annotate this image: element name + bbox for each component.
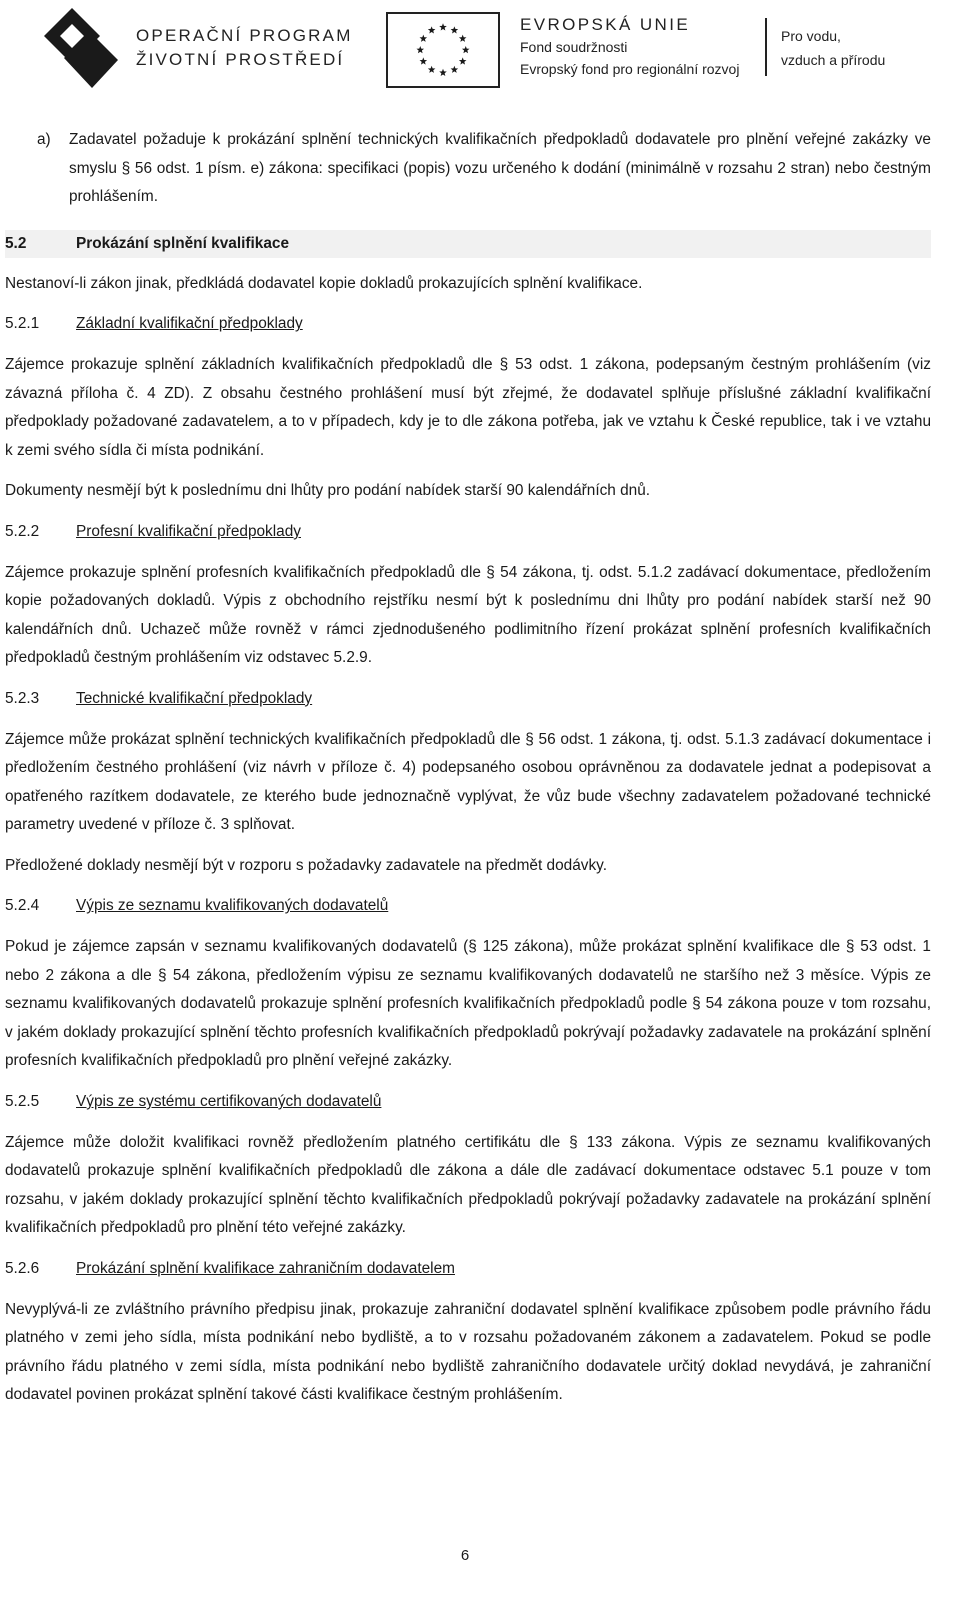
subsection-heading-5-2-1 xyxy=(5,310,931,339)
subsection-number: 5.2.6 xyxy=(5,1260,40,1277)
subsection-number: 5.2.5 xyxy=(5,1093,40,1111)
eu-title: EVROPSKÁ UNIE xyxy=(520,15,691,34)
subsection-heading-5-2-5 xyxy=(5,1088,931,1117)
subsection-title: Technické kvalifikační předpoklady xyxy=(76,689,313,707)
eu-text-block xyxy=(520,14,739,80)
subsection-heading-5-2-3 xyxy=(5,685,931,714)
op-line-1: OPERAČNÍ PROGRAM xyxy=(136,26,353,45)
eu-star-icon xyxy=(462,46,470,53)
subsection-title: Prokázání splnění kvalifikace zahraničním dodavatelem xyxy=(76,1260,455,1277)
page-header xyxy=(0,0,960,100)
subsection-title: Základní kvalifikační předpoklady xyxy=(76,315,303,333)
section-5-2-2-paragraph: Zájemce prokazuje splnění profesních kvalifikačních předpokladů dle § 54 zákona, tj. odst. 5.1.2 zadávací dokumentace, předložením kopie požadovaných dokladů. Výpis z obchodního rejstříku nesmí být k poslednímu dni lhůty pro podání nabídek starší než 90 kalendářních dnů. Uchazeč může rovněž v rámci zjednodušeného podlimitního řízení prokázat splnění profesních kvalifikačních předpokladů čestným prohlášením viz odstavec 5.2.9. xyxy=(5,563,931,667)
subsection-number: 5.2.2 xyxy=(5,522,40,540)
list-item-text: Zadavatel požaduje k prokázání splnění technických kvalifikačních předpokladů dodavatele pro plnění veřejné zakázky ve smyslu § 56 odst. 1 písm. e) zákona: specifikaci (popis) vozu určeného k dodání (minimálně v rozsahu 2 stran) nebo čestným prohlášením. xyxy=(69,131,931,206)
subsection-title: Výpis ze systému certifikovaných dodavatelů xyxy=(76,1093,382,1111)
eu-flag-icon xyxy=(386,12,500,88)
slogan-line-2: vzduch a přírodu xyxy=(781,52,886,68)
section-5-2-1-paragraph-1: Zájemce prokazuje splnění základních kvalifikačních předpokladů dle § 53 odst. 1 zákona, podepsaným čestným prohlášením (viz závazná příloha č. 4 ZD). Z obsahu čestného prohlášení musí být zřejmé, že dodavatel splňuje příslušné základní kvalifikační předpoklady požadované zadavatelem, a to v případech, kdy je to dle zákona potřeba, jak ve vztahu k České republice, tak i ve vztahu k zemi svého sídla či místa podnikání. xyxy=(5,355,931,459)
section-5-2-paragraph: Nestanoví-li zákon jinak, předkládá dodavatel kopie dokladů prokazujících splnění kvalifikace. xyxy=(5,274,643,292)
eu-star-icon xyxy=(420,35,428,42)
header-divider xyxy=(765,18,767,76)
op-line-2: ŽIVOTNÍ PROSTŘEDÍ xyxy=(136,50,345,69)
eu-star-icon xyxy=(416,46,424,53)
eu-star-icon xyxy=(420,57,428,64)
eu-star-icon xyxy=(439,23,447,30)
subsection-heading-5-2-4 xyxy=(5,892,931,921)
eu-star-icon xyxy=(451,66,459,73)
eu-star-icon xyxy=(428,26,436,33)
eu-star-icon xyxy=(428,66,436,73)
eu-star-icon xyxy=(439,69,447,76)
document-body xyxy=(5,126,931,1410)
subsection-number: 5.2.4 xyxy=(5,897,40,915)
subsection-title: Profesní kvalifikační předpoklady xyxy=(76,522,301,540)
section-5-2-4-paragraph: Pokud je zájemce zapsán v seznamu kvalifikovaných dodavatelů (§ 125 zákona), může prokázat splnění kvalifikace dle § 53 odst. 1 nebo 2 zákona a dle § 54 zákona, předložením výpisu ze seznamu kvalifikovaných dodavatelů ne staršího než 3 měsíce. Výpis ze seznamu kvalifikovaných dodavatelů prokazuje splnění profesních kvalifikačních předpokladů podle § 54 zákona pouze v tom rozsahu, v jakém doklady prokazující splnění těchto profesních kvalifikačních předpokladů pokrývají požadavky zadavatele na prokázání splnění profesních kvalifikačních předpokladů pro plnění veřejné zakázky. xyxy=(5,938,931,1070)
section-5-2-5-paragraph: Zájemce může doložit kvalifikaci rovněž předložením platného certifikátu dle § 133 zákona. Výpis ze seznamu kvalifikovaných dodavatelů prokazuje splnění kvalifikačních předpokladů dle zákona a dále dle zadávací dokumentace odstavec 5.1 pouze v tom rozsahu, v jakém doklady prokazující splnění těchto kvalifikačních předpokladů pokrývají požadavky zadavatele na prokázání splnění kvalifikačních předpokladů pro plnění této veřejné zakázky. xyxy=(5,1133,931,1237)
eu-fund-2: Evropský fond pro regionální rozvoj xyxy=(520,61,740,77)
section-heading-5-2 xyxy=(5,230,931,258)
subsection-heading-5-2-2 xyxy=(5,518,931,547)
section-5-2-3-paragraph-1: Zájemce může prokázat splnění technických kvalifikačních předpokladů dle § 56 odst. 1 zákona, tj. odst. 5.1.3 zadávací dokumentace i předložením čestného prohlášení (viz návrh v příloze č. 4) podepsaného osobou oprávněnou za dodavatele jednat a podepisovat a opatřeného razítkem dodavatele, ze kterého bude jednoznačně vyplývat, že vůz bude všechny zadavatelem požadované technické parametry uvedené v příloze č. 3 splňovat. xyxy=(5,730,931,834)
list-item-a xyxy=(5,126,931,212)
eu-star-icon xyxy=(451,26,459,33)
subsection-number: 5.2.3 xyxy=(5,689,40,707)
section-number: 5.2 xyxy=(5,234,27,252)
section-5-2-3-paragraph-2: Předložené doklady nesmějí být v rozporu s požadavky zadavatele na předmět dodávky. xyxy=(5,856,608,874)
op-zp-logo-icon xyxy=(38,6,124,90)
op-program-name xyxy=(136,24,353,72)
subsection-heading-5-2-6 xyxy=(5,1255,931,1284)
slogan-line-1: Pro vodu, xyxy=(781,28,841,44)
section-5-2-1-paragraph-2: Dokumenty nesmějí být k poslednímu dni lhůty pro podání nabídek starší 90 kalendářních dnů. xyxy=(5,482,651,500)
slogan xyxy=(781,24,885,72)
section-5-2-6-paragraph: Nevyplývá-li ze zvláštního právního předpisu jinak, prokazuje zahraniční dodavatel splnění kvalifikace způsobem podle právního řádu platného v zemi jeho sídla, místa podnikání nebo bydliště, a to v rozsahu požadovaném zákonem a zadavatelem. Pokud se podle právního řádu platného v zemi sídla, místa podnikání nebo bydliště zahraničního dodavatele určitý doklad nevydává, je zahraniční dodavatel povinen prokázat splnění takové části kvalifikace čestným prohlášením. xyxy=(5,1300,931,1404)
section-title: Prokázání splnění kvalifikace xyxy=(76,234,290,252)
subsection-title: Výpis ze seznamu kvalifikovaných dodavatelů xyxy=(76,897,389,915)
eu-star-icon xyxy=(459,57,467,64)
list-marker: a) xyxy=(37,131,51,148)
eu-fund-1: Fond soudržnosti xyxy=(520,39,628,55)
eu-star-icon xyxy=(459,35,467,42)
page-number: 6 xyxy=(460,1547,470,1564)
subsection-number: 5.2.1 xyxy=(5,315,40,333)
